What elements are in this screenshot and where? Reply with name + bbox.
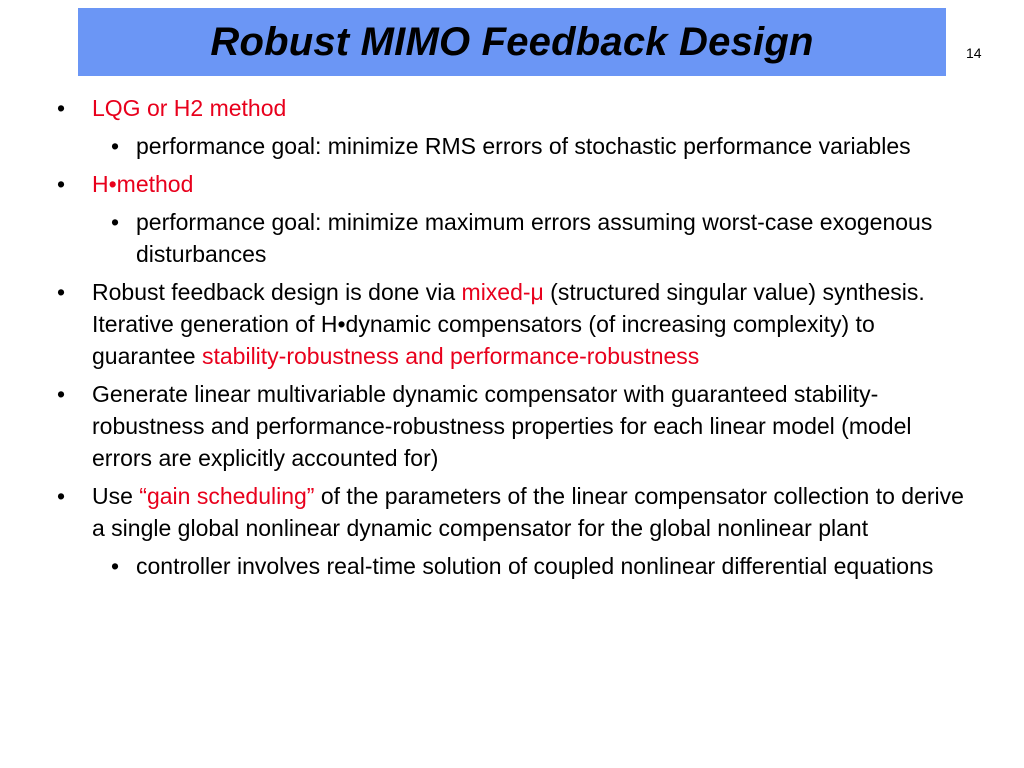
slide-title: Robust MIMO Feedback Design <box>210 19 814 64</box>
bullet-dot-icon: • <box>57 483 66 509</box>
bullet-dot-icon: • <box>57 381 66 407</box>
highlighted-text: LQG or H2 method <box>92 95 287 121</box>
highlighted-text: mixed-μ <box>461 279 544 305</box>
highlighted-text: “gain scheduling” <box>139 483 315 509</box>
sub-bullet-item <box>0 550 1024 582</box>
body-text: Generate linear multivariable dynamic compensator with guaranteed stability-robustness and performance-robustness properties for each linear model (model errors are explicitly accounted for) <box>92 381 912 471</box>
bullet-list <box>0 92 1024 588</box>
body-text: Robust feedback design is done via <box>92 279 462 305</box>
highlighted-text: H•method <box>92 171 194 197</box>
bullet-item <box>0 276 1024 372</box>
sub-bullet-item <box>0 130 1024 162</box>
bullet-item <box>0 92 1024 124</box>
body-text: performance goal: minimize RMS errors of stochastic performance variables <box>136 133 911 159</box>
sub-bullet-item <box>0 206 1024 270</box>
bullet-dot-icon: • <box>111 553 120 579</box>
highlighted-text: stability-robustness and performance-robustness <box>201 343 700 369</box>
body-text: performance goal: minimize maximum errors assuming worst-case exogenous disturbances <box>136 209 933 267</box>
bullet-dot-icon: • <box>57 171 66 197</box>
bullet-dot-icon: • <box>57 279 66 305</box>
body-text: (structured singular value) synthesis. Iterative generation of H•dynamic compensators (of increasing complexity) to guarantee <box>92 279 925 369</box>
body-text: of the parameters of the linear compensator collection to derive a single global nonlinear dynamic compensator for the global nonlinear plant <box>92 483 964 541</box>
slide-title-bar <box>78 8 946 76</box>
page-number: 14 <box>966 45 982 61</box>
bullet-dot-icon: • <box>111 209 120 235</box>
bullet-item <box>0 378 1024 474</box>
body-text: Use <box>92 483 140 509</box>
body-text: controller involves real-time solution of coupled nonlinear differential equations <box>136 553 934 579</box>
bullet-item <box>0 168 1024 200</box>
bullet-item <box>0 480 1024 544</box>
bullet-dot-icon: • <box>57 95 66 121</box>
bullet-dot-icon: • <box>111 133 120 159</box>
